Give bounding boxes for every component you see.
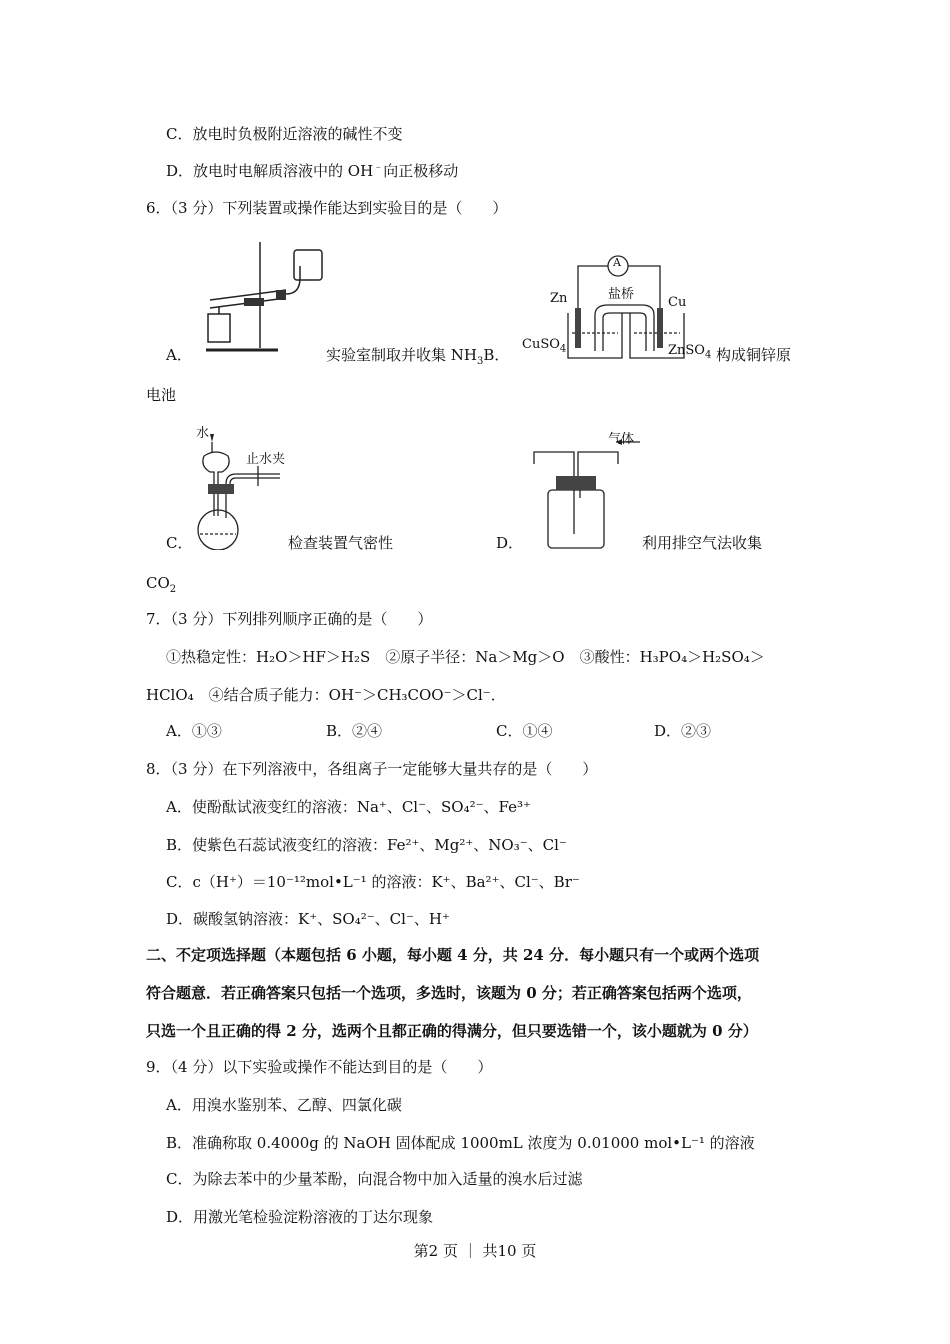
q8-option-b: B．使紫色石蕊试液变红的溶液：Fe²⁺、Mg²⁺、NO₃⁻、Cl⁻ [166,836,567,854]
figure-a-nh3-apparatus [196,240,332,360]
q9-option-d: D．用激光笔检验淀粉溶液的丁达尔现象 [166,1208,434,1226]
q6-option-c-label: C． [166,534,193,552]
q6-option-b-text: 构成铜锌原 [716,346,792,364]
q8-stem: 8．（3 分）在下列溶液中，各组离子一定能够大量共存的是（ ） [146,760,598,778]
q6-option-d-label: D． [496,534,524,552]
q6-option-b-continued: 电池 [146,386,177,404]
q6-option-d-text: 利用排空气法收集 [642,534,763,552]
q6-option-a-label: A． [166,346,192,364]
q7-option-d: D．②③ [654,722,712,740]
section2-heading-line3: 只选一个且正确的得 2 分，选两个且都正确的得满分，但只要选错一个，该小题就为 0 分） [146,1022,758,1040]
q5-option-d: D．放电时电解质溶液中的 OH﹣向正极移动 [166,162,459,180]
q9-option-c: C．为除去苯中的少量苯酚，向混合物中加入适量的溴水后过滤 [166,1170,583,1188]
q7-option-c: C．①④ [496,722,553,740]
figure-b-galvanic-cell: A Zn Cu 盐桥 CuSO$_4$ ZnSO$_4$ [522,256,712,361]
q8-option-c: C．c（H⁺）＝10⁻¹²mol•L⁻¹ 的溶液：K⁺、Ba²⁺、Cl⁻、Br⁻ [166,873,580,891]
q6-option-d-continued: $CO_2$ [146,574,177,595]
figure-d-gas-bottle: 气体 [530,428,650,552]
q7-stem: 7．（3 分）下列排列顺序正确的是（ ） [146,610,433,628]
q8-option-d: D．碳酸氢钠溶液：K⁺、SO₄²⁻、Cl⁻、H⁺ [166,910,450,928]
q7-option-b: B．②④ [326,722,383,740]
page-footer: 第2 页 ｜ 共10 页 [413,1242,537,1260]
q7-statements-line1: ①热稳定性：H₂O＞HF＞H₂S ②原子半径：Na＞Mg＞O ③酸性：H₃PO₄＞H₂SO₄＞ [166,648,765,666]
q9-option-b: B．准确称取 0.4000g 的 NaOH 固体配成 1000mL 浓度为 0.01000 mol•L⁻¹ 的溶液 [166,1134,755,1152]
section2-heading-line2: 符合题意．若正确答案只包括一个选项，多选时，该题为 0 分；若正确答案包括两个选项， [146,984,752,1002]
q6-option-c-text: 检查装置气密性 [288,534,394,552]
q6-option-a-text: 实验室制取并收集 $NH_3B$． [326,346,510,367]
q5-option-c: C．放电时负极附近溶液的碱性不变 [166,125,403,143]
q6-stem: 6．（3 分）下列装置或操作能达到实验目的是（ ） [146,199,508,217]
q9-stem: 9．（4 分）以下实验或操作不能达到目的是（ ） [146,1058,493,1076]
figure-c-airtightness: 水 止水夹 [196,422,306,550]
q7-statements-line2: HClO₄ ④结合质子能力：OH⁻＞CH₃COO⁻＞Cl⁻． [146,686,506,704]
q7-option-a: A．①③ [166,722,222,740]
q9-option-a: A．用溴水鉴别苯、乙醇、四氯化碳 [166,1096,402,1114]
section2-heading-line1: 二、不定项选择题（本题包括 6 小题，每小题 4 分，共 24 分．每小题只有一个或两个选项 [146,946,760,964]
q8-option-a: A．使酚酞试液变红的溶液：Na⁺、Cl⁻、SO₄²⁻、Fe³⁺ [166,798,531,816]
